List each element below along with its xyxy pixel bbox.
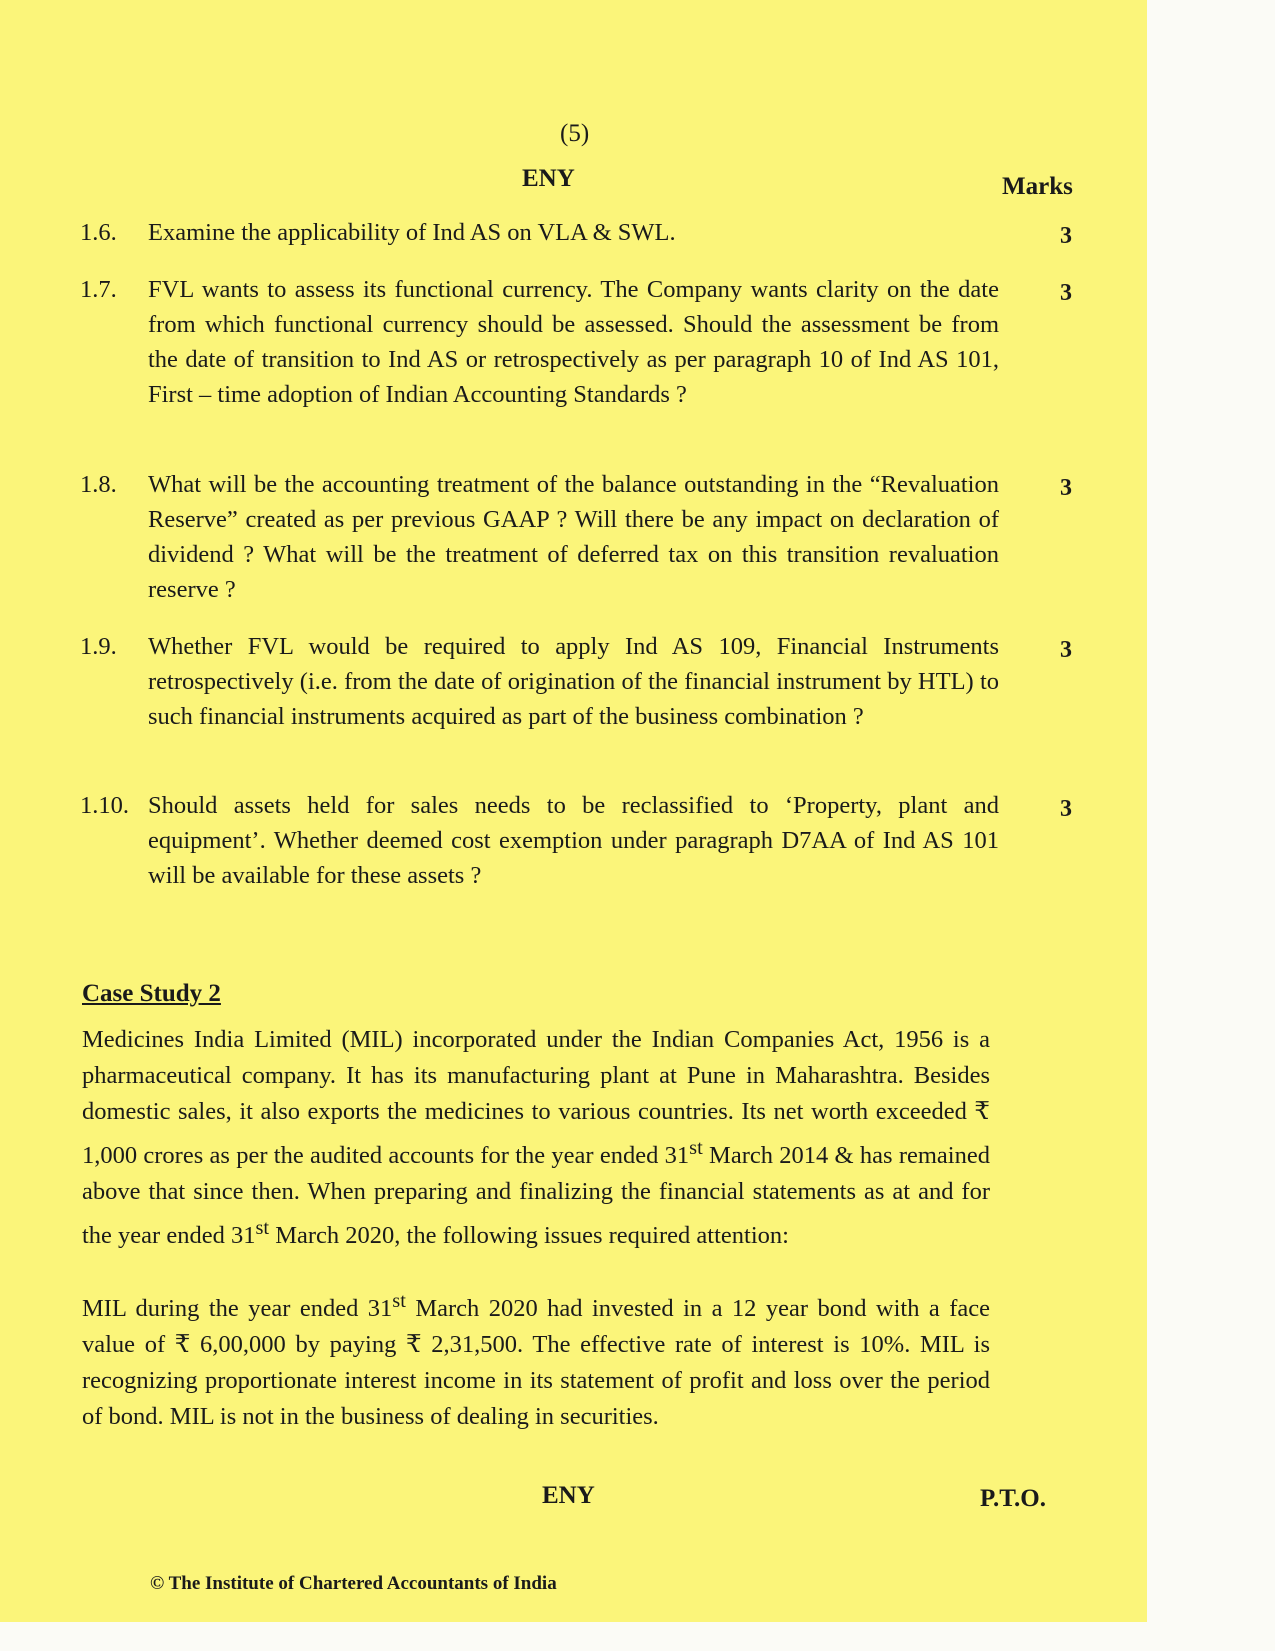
question-number: 1.7.: [80, 276, 117, 303]
question-text: FVL wants to assess its functional currency. The Company wants clarity on the date from which functional currency should be assessed. Should the assessment be from the date of transition to Ind AS or retrospectively as per paragraph 10 of Ind AS 101, First – time adoption of Indian Accounting Standards ?: [148, 276, 999, 408]
question-number: 1.10.: [80, 792, 129, 819]
question-number: 1.8.: [80, 471, 117, 498]
question-marks: 3: [1060, 637, 1072, 663]
please-turn-over: P.T.O.: [980, 1485, 1046, 1512]
question-text: Examine the applicability of Ind AS on VLA & SWL.: [148, 219, 676, 246]
question-marks: 3: [1060, 796, 1072, 822]
case-study-paragraph-1: Medicines India Limited (MIL) incorporated under the Indian Companies Act, 1956 is a pharmaceutical company. It has its manufacturing plant at Pune in Maharashtra. Besides domestic sales, it also exports the medicines to various countries. Its net worth exceeded ₹ 1,000 crores as per the audited accounts for the year ended 31st March 2014 & has remained above that since then. When preparing and finalizing the financial statements as at and for the year ended 31st March 2020, the following issues required attention:: [82, 1026, 990, 1250]
question-text: What will be the accounting treatment of the balance outstanding in the “Revaluation Reserve” created as per previous GAAP ? Will there be any impact on declaration of dividend ? What will be the treatment of deferred tax on this transition revaluation reserve ?: [148, 471, 999, 603]
page-number: (5): [560, 120, 590, 147]
case-study-title: Case Study 2: [82, 980, 221, 1007]
question-text: Should assets held for sales needs to be reclassified to ‘Property, plant and equipment’. Whether deemed cost exemption under paragraph D7AA of Ind AS 101 will be available for these assets ?: [148, 792, 999, 889]
question-number: 1.9.: [80, 633, 117, 660]
question-marks: 3: [1060, 475, 1072, 501]
case-study-paragraph-2: MIL during the year ended 31st March 2020 had invested in a 12 year bond with a face value of ₹ 6,00,000 by paying ₹ 2,31,500. The effective rate of interest is 10%. MIL is recognizing proportionate interest income in its statement of profit and loss over the period of bond. MIL is not in the business of dealing in securities.: [82, 1290, 990, 1431]
footer-paper-code: ENY: [542, 1482, 595, 1509]
question-number: 1.6.: [80, 219, 117, 246]
header-paper-code: ENY: [522, 165, 575, 192]
question-marks: 3: [1060, 223, 1072, 249]
question-text: Whether FVL would be required to apply Ind AS 109, Financial Instruments retrospectively (i.e. from the date of origination of the financial instrument by HTL) to such financial instruments acquired as part of the business combination ?: [148, 633, 999, 730]
marks-column-heading: Marks: [1002, 173, 1073, 200]
question-marks: 3: [1060, 280, 1072, 306]
copyright-notice: © The Institute of Chartered Accountants of India: [150, 1573, 557, 1594]
